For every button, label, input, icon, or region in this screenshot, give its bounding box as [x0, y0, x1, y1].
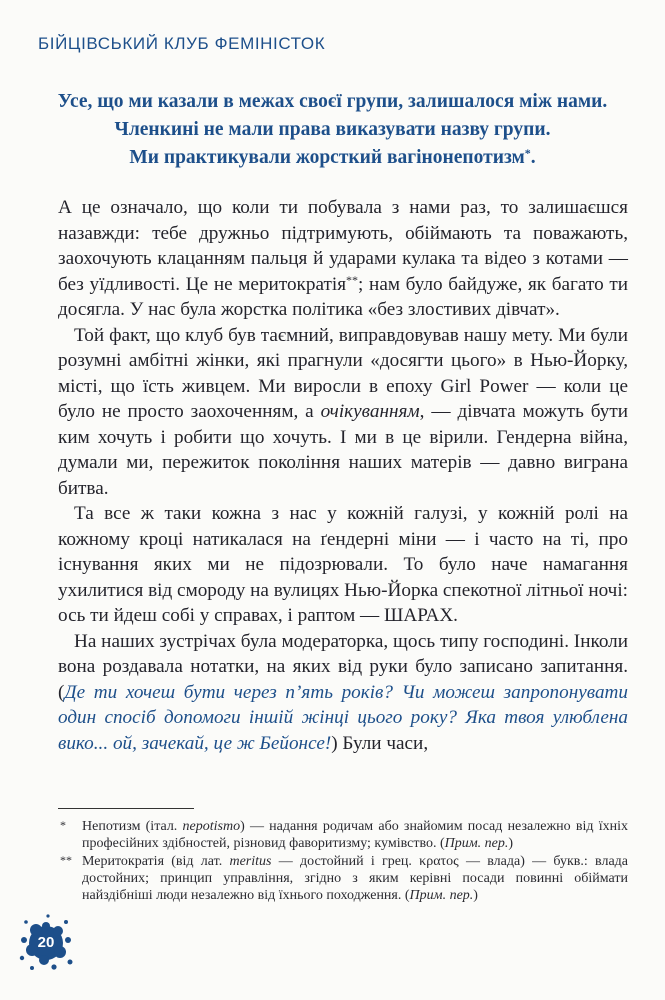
body-text: [58, 195, 628, 756]
epigraph-line-3-end: .: [530, 147, 536, 168]
epigraph-line-3: [0, 144, 665, 172]
paragraph-2: [58, 323, 628, 502]
paragraph-4-part-b: ) Були часи,: [331, 732, 429, 754]
footnote-1-text-c: ): [508, 836, 514, 851]
paragraph-1-part-a: А це означало, що коли ти побувала з нами раз, то залишаєшся назавжди: тебе дружньо підтримують, обіймають та поважають, заохочують клацанням пальця й ударами кулака та відео з котами — без уїдливості. Це не меритократія: [58, 197, 628, 295]
paragraph-2-part-b: , — дівчата можуть бути ким хочуть і робити що хочуть. І ми в це вірили. Гендерна війна, думали ми, пережиток покоління наших матерів — давно виграна битва.: [58, 401, 628, 499]
footnote-1-mark: *: [60, 818, 66, 832]
footnote-2: [58, 853, 628, 904]
epigraph-line-2: Членкині не мали права виказувати назву групи.: [114, 119, 551, 140]
footnote-1-term: nepotismo: [182, 819, 241, 834]
paragraph-1: [58, 195, 628, 323]
footnote-divider: [58, 808, 194, 809]
paragraph-4-part-a: На наших зустрічах була модераторка, щось типу господині. Інколи вона роздавала нотатки, на яких від руки було записано запитання. (: [58, 630, 628, 703]
epigraph-line-3-text: Ми практикували жорсткий вагінонепотизм: [129, 147, 525, 168]
footnote-1-text-a: Непотизм (італ.: [82, 819, 183, 834]
footnote-2-mark: **: [60, 853, 72, 867]
epigraph: [0, 88, 665, 172]
paragraph-2-part-a: Той факт, що клуб був таємний, виправдовував нашу мету. Ми були розумні амбітні жінки, які прагнули «досягти цього» в Нью-Йорку, місті, що їсть живцем. Ми виросли в епоху Girl Power — коли це було не просто заохоченням, а: [58, 324, 628, 422]
footnote-2-note: Прим. пер.: [409, 888, 474, 903]
footnote-2-term: meritus: [229, 854, 272, 869]
footnote-ref-1: *: [524, 146, 531, 160]
footnotes: [58, 818, 628, 905]
paragraph-3: Та все ж таки кожна з нас у кожній галузі, у кожній ролі на кожному кроці натикалася на ґендерні міни — і часто на ті, про існування яких ми не підозрювали. То було наче намагання ухилитися від смороду на вулицях Нью-Йорка спекотної літньої ночі: ось ти йдеш собі у справах, і раптом — ШАРАХ.: [58, 503, 628, 626]
footnote-1-note: Прим. пер.: [444, 836, 509, 851]
page-number: 20: [37, 933, 55, 951]
footnote-ref-2: **: [346, 272, 359, 287]
footnote-2-text-b: — достойний і грец. κρατος — влада) — букв.: влада достойних; принцип управління, згідно з яким керівні посади повинні обіймати найздібніші люди незалежно від їхнього походження. (: [82, 854, 628, 903]
paragraph-2-emphasis: очікуванням: [320, 401, 420, 422]
footnote-2-text-c: ): [473, 888, 478, 903]
paragraph-4-questions: Де ти хочеш бути через п’ять років? Чи можеш запропонувати один спосіб допомоги іншій жінці цього року? Яка твоя улюблена вико... ой, зачекай, це ж Бейонсе!: [58, 681, 628, 754]
running-title: БІЙЦІВСЬКИЙ КЛУБ ФЕМІНІСТОК: [38, 34, 326, 53]
epigraph-line-1: Усе, що ми казали в межах своєї групи, залишалося між нами.: [57, 91, 608, 112]
footnote-1: [58, 818, 628, 852]
footnote-1-text-b: ) — надання родичам або знайомим посад незалежно від їхніх професійних здібностей, різновид фаворитизму; кумівство. (: [82, 819, 628, 851]
footnote-2-text-a: Меритократія (від лат.: [82, 854, 230, 869]
paragraph-1-part-b: ; нам було байдуже, як багато ти досягла. У нас була жорстка політика «без злостивих дівчат».: [58, 273, 629, 320]
paragraph-4: [58, 629, 628, 757]
